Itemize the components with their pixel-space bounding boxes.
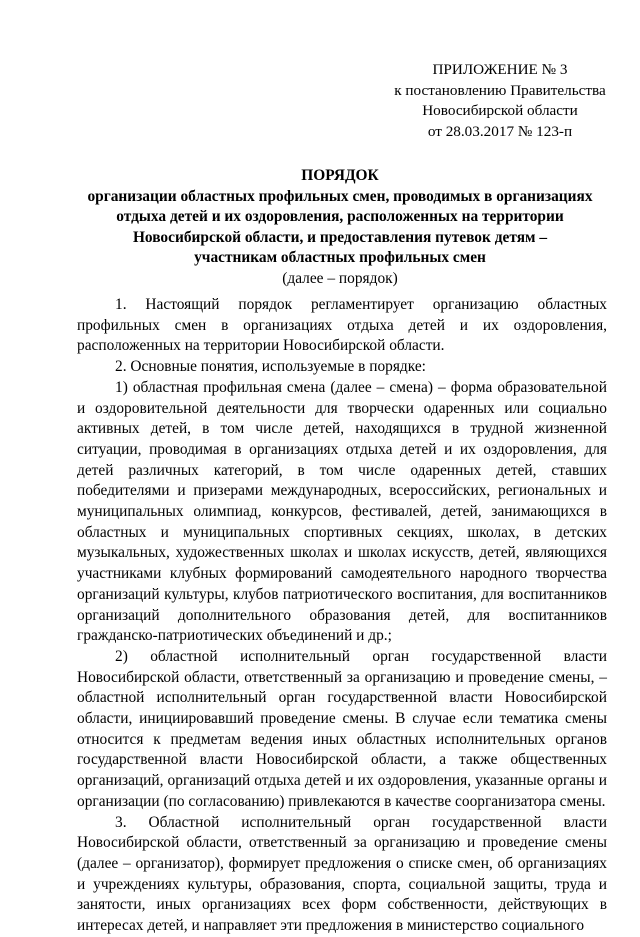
paragraph: 2) областной исполнительный орган государственной власти Новосибирской области, ответственный за организацию и проведение смены, – областной исполнительный орган государственной власти Новосибирской области, инициировавший проведение смены. В случае если тематика смены относится к предметам ведения иных областных исполнительных органов государственной власти Новосибирской области, а также общественных организаций, организаций отдыха детей и их оздоровления, указанные органы и организации (по согласованию) привлекаются в качестве соорганизатора смены. — [77, 647, 607, 810]
title-subtitle-line: организации областных профильных смен, проводимых в организациях — [87, 187, 593, 205]
appendix-date: от 28.03.2017 № 123-п — [427, 122, 573, 140]
document-body — [77, 295, 607, 937]
document-title — [60, 166, 620, 289]
title-note: (далее – порядок) — [282, 269, 398, 287]
paragraph: 1. Настоящий порядок регламентирует организацию областных профильных смен в организациях отдыха детей и их оздоровления, расположенных на территории Новосибирской области. — [77, 296, 607, 355]
title-subtitle-line: отдыха детей и их оздоровления, расположенных на территории — [116, 208, 564, 225]
paragraph: 2. Основные понятия, используемые в порядке: — [115, 358, 426, 376]
appendix-header — [390, 60, 610, 142]
title-heading: ПОРЯДОК — [301, 167, 379, 184]
title-subtitle-line: участникам областных профильных смен — [194, 249, 486, 266]
appendix-reference: к постановлению Правительства — [394, 81, 606, 99]
paragraph: 1) областная профильная смена (далее – смена) – форма образовательной и оздоровительной деятельности для творчески одаренных или социально активных детей, в том числе детей, находящихся в трудной жизненной ситуации, проводимая в организациях отдыха детей и их оздоровления, для детей различных категорий, в том числе одаренных детей, ставших победителями и призерами международных, всероссийских, региональных и муниципальных олимпиад, конкурсов, фестивалей, детей, занимающихся в областных и муниципальных спортивных секциях, школах, в детских музыкальных, художественных школах и школах искусств, детей, являющихся участниками клубных формирований самодеятельного народного творчества организаций культуры, клубов патриотического воспитания, для воспитанников организаций дополнительного образования детей, для воспитанников гражданско-патриотических объединений и др.; — [77, 378, 607, 645]
appendix-number: ПРИЛОЖЕНИЕ № 3 — [432, 61, 568, 78]
appendix-region: Новосибирской области — [422, 102, 578, 119]
title-subtitle-line: Новосибирской области, и предоставления путевок детям – — [132, 228, 548, 246]
paragraph: 3. Областной исполнительный орган государственной власти Новосибирской области, ответственный за организацию и проведение смены (далее – организатор), формирует предложения о списке смен, об организациях и учреждениях культуры, образования, спорта, социальной защиты, труда и занятости, иных организациях всех форм собственности, действующих в интересах детей, и направляет эти предложения в министерство социального — [77, 813, 607, 935]
